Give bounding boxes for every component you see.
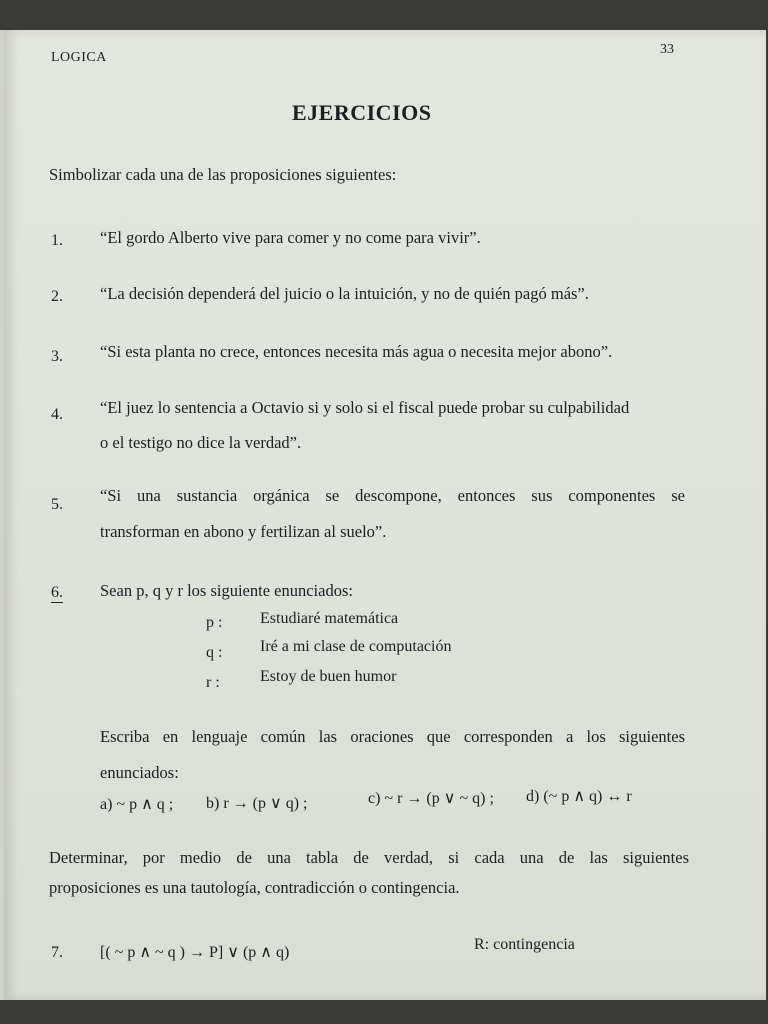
statement-variable: r : <box>206 674 220 691</box>
statement-variable: p : <box>206 614 223 631</box>
exercise-number: 4. <box>51 406 63 423</box>
document-page <box>0 30 766 1000</box>
exercise-instruction: Escriba en lenguaje común las oraciones que corresponden a los siguientes <box>100 727 685 746</box>
formula-c: c) ~ r → (p ∨ ~ q) ; <box>368 790 494 807</box>
exercise-text: “El gordo Alberto vive para comer y no come para vivir”. <box>100 228 481 247</box>
page-number: 33 <box>660 42 674 57</box>
exercise-text: “La decisión dependerá del juicio o la intuición, y no de quién pagó más”. <box>100 284 589 303</box>
exercise-formula: [( ~ p ∧ ~ q ) → P] ∨ (p ∧ q) <box>100 944 290 961</box>
exercise-number: 2. <box>51 288 63 305</box>
statement-text: Estudiaré matemática <box>260 610 399 627</box>
exercise-number: 1. <box>51 232 63 249</box>
statement-variable: q : <box>206 644 223 661</box>
exercise-number: 3. <box>51 348 63 365</box>
exercise-number: 7. <box>51 944 63 961</box>
exercise-text-continued: o el testigo no dice la verdad”. <box>100 433 302 452</box>
section-intro: Determinar, por medio de una tabla de verdad, si cada una de las siguientes <box>49 848 689 867</box>
page-title: EJERCICIOS <box>292 100 432 125</box>
running-header-section: LOGICA <box>51 50 107 65</box>
exercise-number: 6. <box>51 584 63 601</box>
section-intro: Simbolizar cada una de las proposiciones siguientes: <box>49 165 397 184</box>
formula-d: d) (~ p ∧ q) ↔ r <box>526 788 632 805</box>
exercise-answer: R: contingencia <box>474 936 575 953</box>
exercise-text: “El juez lo sentencia a Octavio si y solo si el fiscal puede probar su culpabilidad <box>100 398 630 417</box>
section-intro-continued: proposiciones es una tautología, contradicción o contingencia. <box>49 878 460 897</box>
exercise-text-continued: transforman en abono y fertilizan al suelo”. <box>100 522 387 541</box>
statement-text: Iré a mi clase de computación <box>260 638 452 655</box>
exercise-number: 5. <box>51 496 63 513</box>
statement-text: Estoy de buen humor <box>260 668 397 685</box>
exercise-instruction-continued: enunciados: <box>100 763 179 782</box>
formula-b: b) r → (p ∨ q) ; <box>206 795 308 812</box>
exercise-text: “Si esta planta no crece, entonces necesita más agua o necesita mejor abono”. <box>100 342 613 361</box>
formula-a: a) ~ p ∧ q ; <box>100 796 174 813</box>
exercise-intro: Sean p, q y r los siguiente enunciados: <box>100 581 353 600</box>
exercise-text: “Si una sustancia orgánica se descompone, entonces sus componentes se <box>100 486 685 505</box>
